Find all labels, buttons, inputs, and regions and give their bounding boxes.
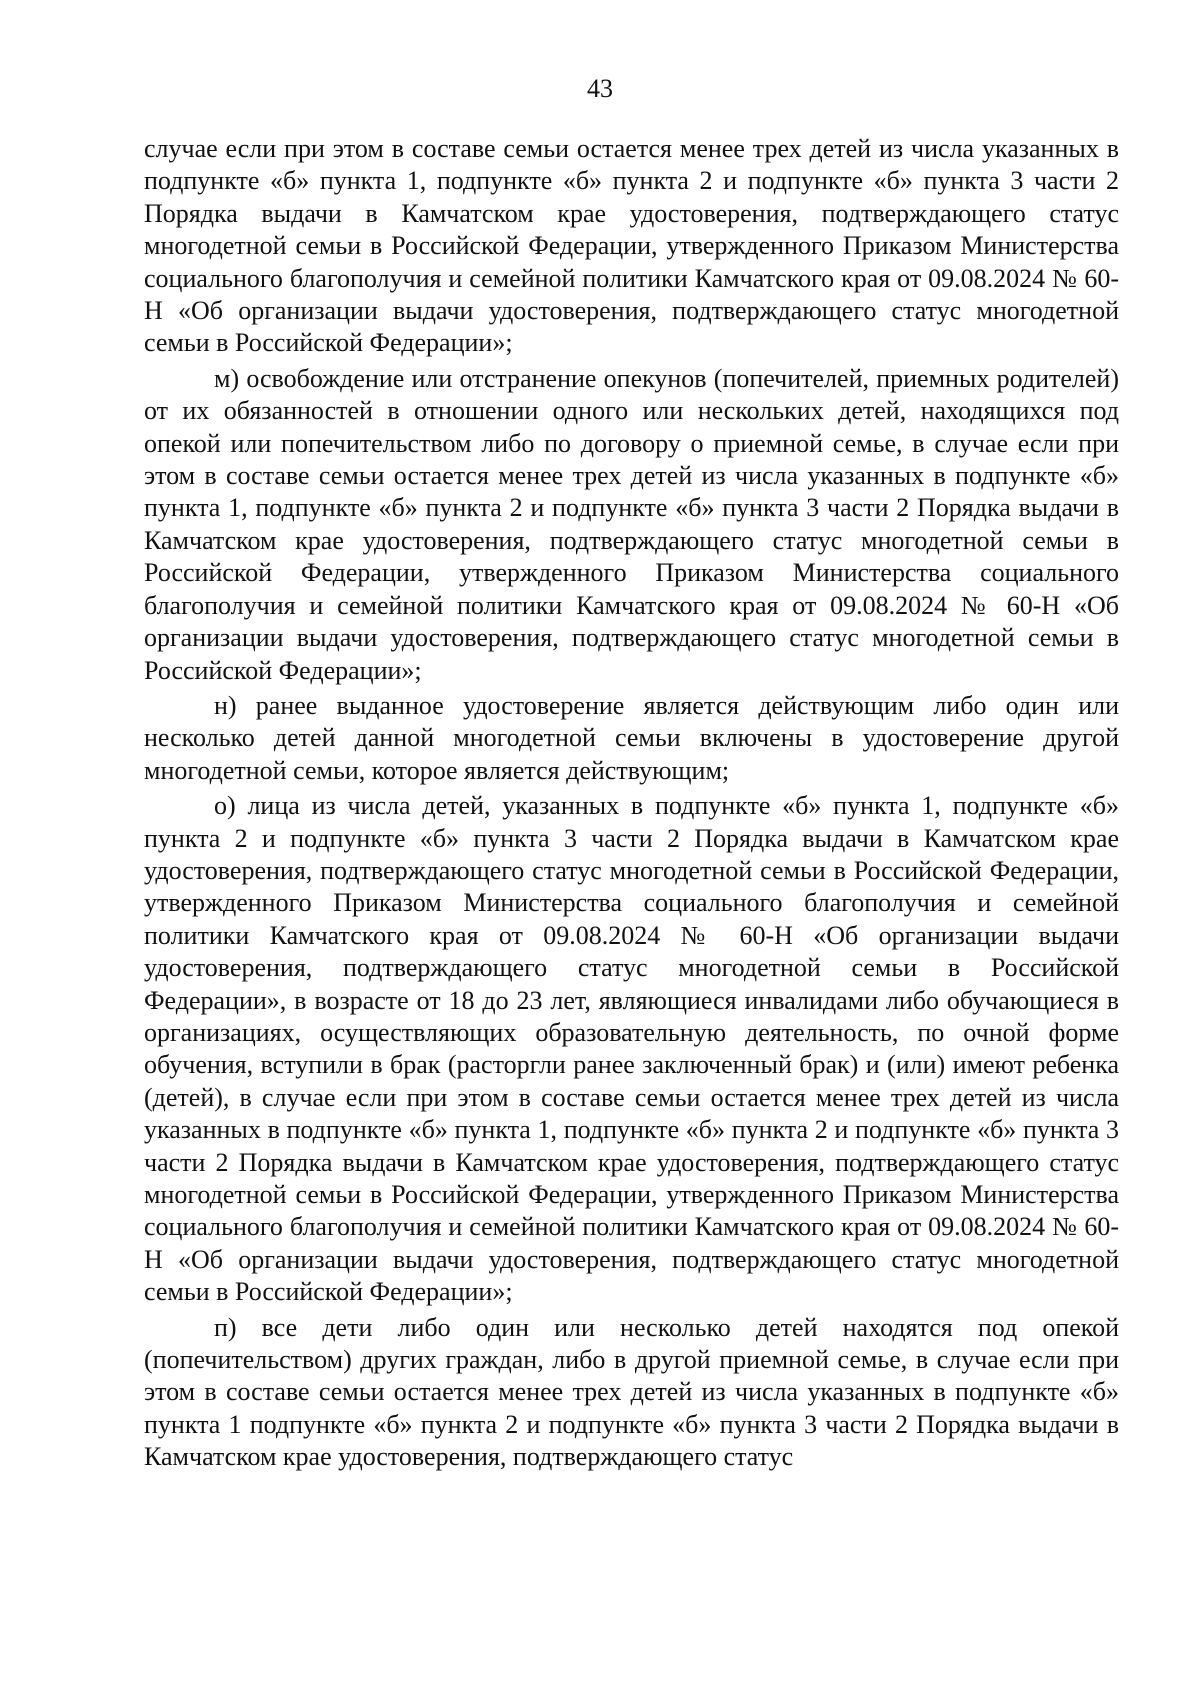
paragraph-item-n: н) ранее выданное удостоверение является действующим либо один или несколько детей данной многодетной семьи включены в удостоверение другой многодетной семьи, которое является действующим; (144, 690, 1119, 785)
page-number: 43 (587, 74, 613, 103)
paragraph-item-o: о) лица из числа детей, указанных в подпункте «б» пункта 1, подпункте «б» пункта 2 и подпункте «б» пункта 3 части 2 Порядка выдачи в Камчатском крае удостоверения, подтверждающего статус многодетной семьи в Российской Федерации, утвержденного Приказом Министерства социального благополучия и семейной политики Камчатского края от 09.08.2024 № 60-Н «Об организации выдачи удостоверения, подтверждающего статус многодетной семьи в Российской Федерации», в возрасте от 18 до 23 лет, являющиеся инвалидами либо обучающиеся в организациях, осуществляющих образовательную деятельность, по очной форме обучения, вступили в брак (расторгли ранее заключенный брак) и (или) имеют ребенка (детей), в случае если при этом в составе семьи остается менее трех детей из числа указанных в подпункте «б» пункта 1, подпункте «б» пункта 2 и подпункте «б» пункта 3 части 2 Порядка выдачи в Камчатском крае удостоверения, подтверждающего статус многодетной семьи в Российской Федерации, утвержденного Приказом Министерства социального благополучия и семейной политики Камчатского края от 09.08.2024 № 60-Н «Об организации выдачи удостоверения, подтверждающего статус многодетной семьи в Российской Федерации»; (144, 791, 1119, 1307)
paragraph-item-m: м) освобождение или отстранение опекунов (попечителей, приемных родителей) от их обязанностей в отношении одного или нескольких детей, находящихся под опекой или попечительством либо по договору о приемной семье, в случае если при этом в составе семьи остается менее трех детей из числа указанных в подпункте «б» пункта 1, подпункте «б» пункта 2 и подпункте «б» пункта 3 части 2 Порядка выдачи в Камчатском крае удостоверения, подтверждающего статус многодетной семьи в Российской Федерации, утвержденного Приказом Министерства социального благополучия и семейной политики Камчатского края от 09.08.2024 № 60-Н «Об организации выдачи удостоверения, подтверждающего статус многодетной семьи в Российской Федерации»; (144, 363, 1119, 685)
paragraph-continuation: случае если при этом в составе семьи остается менее трех детей из числа указанных в подпункте «б» пункта 1, подпункте «б» пункта 2 и подпункте «б» пункта 3 части 2 Порядка выдачи в Камчатском крае удостоверения, подтверждающего статус многодетной семьи в Российской Федерации, утвержденного Приказом Министерства социального благополучия и семейной политики Камчатского края от 09.08.2024 № 60-Н «Об организации выдачи удостоверения, подтверждающего статус многодетной семьи в Российской Федерации»; (144, 134, 1119, 358)
document-body (144, 133, 1119, 1474)
paragraph-item-p: п) все дети либо один или несколько детей находятся под опекой (попечительством) других граждан, либо в другой приемной семье, в случае если при этом в составе семьи остается менее трех детей из числа указанных в подпункте «б» пункта 1 подпункте «б» пункта 2 и подпункте «б» пункта 3 части 2 Порядка выдачи в Камчатском крае удостоверения, подтверждающего статус (144, 1312, 1119, 1472)
